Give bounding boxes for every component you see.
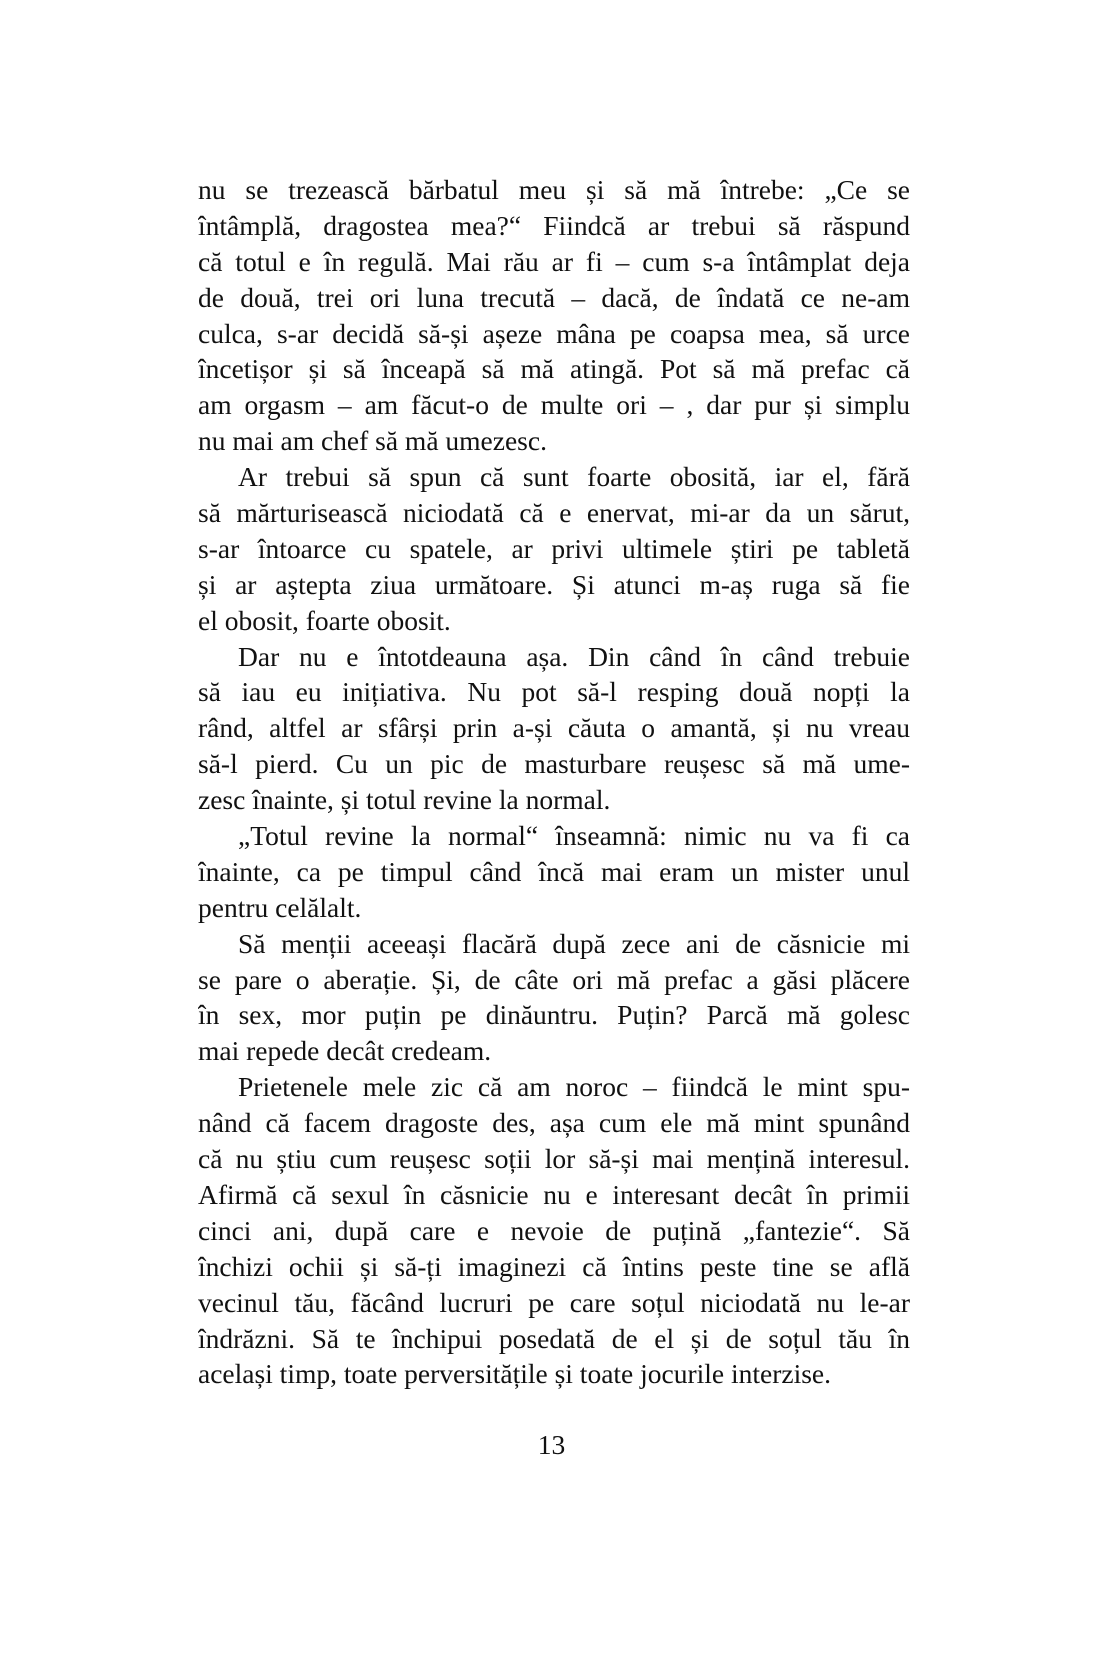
text-line: nând că facem dragoste des, așa cum ele mă mint spunând — [198, 1107, 910, 1139]
text-line: de două, trei ori luna trecută – dacă, de îndată ce ne-am — [198, 281, 910, 313]
text-line: îndrăzni. Să te închipui posedată de el și de soțul tău în — [198, 1322, 910, 1354]
text-line: Prietenele mele zic că am noroc – fiindcă le mint spu- — [238, 1071, 910, 1103]
text-line: nu mai am chef să mă umezesc. — [198, 425, 547, 457]
text-line: Ar trebui să spun că sunt foarte obosită, iar el, fără — [238, 461, 910, 493]
text-line: pentru celălalt. — [198, 891, 362, 923]
text-line: el obosit, foarte obosit. — [198, 604, 451, 636]
paragraph — [198, 926, 910, 1070]
paragraph — [198, 639, 910, 818]
text-line: întâmplă, dragostea mea?“ Fiindcă ar trebui să răspund — [198, 209, 910, 241]
paragraph — [198, 1069, 910, 1392]
text-line: zesc înainte, și totul revine la normal. — [198, 784, 611, 816]
text-line: Afirmă că sexul în căsnicie nu e interesant decât în primii — [198, 1178, 910, 1210]
text-line: în sex, mor puțin pe dinăuntru. Puțin? Parcă mă golesc — [198, 999, 910, 1031]
text-line: că totul e în regulă. Mai rău ar fi – cum s-a întâmplat deja — [198, 245, 910, 277]
text-line: vecinul tău, făcând lucruri pe care soțul niciodată nu le-ar — [198, 1286, 910, 1318]
paragraph — [198, 172, 910, 459]
text-line: același timp, toate perversitățile și toate jocurile interzise. — [198, 1358, 832, 1390]
text-line: închizi ochii și să-ți imaginezi că întins peste tine se află — [198, 1250, 910, 1282]
paragraph — [198, 459, 910, 638]
text-line: Dar nu e întotdeauna așa. Din când în când trebuie — [238, 640, 910, 672]
text-line: cinci ani, după care e nevoie de puțină „fantezie“. Să — [198, 1214, 910, 1246]
text-line: încetișor și să înceapă să mă atingă. Pot să mă prefac că — [198, 353, 910, 385]
text-line: se pare o aberație. Și, de câte ori mă prefac a găsi plăcere — [198, 963, 910, 995]
text-line: și ar aștepta ziua următoare. Și atunci m-aș ruga să fie — [198, 568, 910, 600]
text-line: înainte, ca pe timpul când încă mai eram un mister unul — [198, 855, 910, 887]
page-body-text — [198, 172, 910, 1392]
paragraph — [198, 818, 910, 926]
text-line: s-ar întoarce cu spatele, ar privi ultimele știri pe tabletă — [198, 532, 910, 564]
text-line: am orgasm – am făcut-o de multe ori – , dar pur și simplu — [198, 389, 910, 421]
text-line: să mărturisească niciodată că e enervat, mi-ar da un sărut, — [198, 497, 910, 529]
page-number: 13 — [537, 1429, 566, 1460]
text-line: „Totul revine la normal“ înseamnă: nimic nu va fi ca — [238, 820, 910, 852]
text-line: Să menții aceeași flacără după zece ani de căsnicie mi — [238, 927, 910, 959]
text-line: rând, altfel ar sfârși prin a-și căuta o amantă, și nu vreau — [198, 712, 910, 744]
text-line: culca, s-ar decidă să-și așeze mâna pe coapsa mea, să urce — [198, 317, 910, 349]
text-line: mai repede decât credeam. — [198, 1035, 492, 1067]
text-line: nu se trezească bărbatul meu și să mă întrebe: „Ce se — [198, 174, 910, 205]
text-line: să iau eu inițiativa. Nu pot să-l resping două nopți la — [198, 676, 910, 708]
text-line: că nu știu cum reușesc soții lor să-și mai mențină interesul. — [198, 1143, 910, 1175]
text-line: să-l pierd. Cu un pic de masturbare reușesc să mă ume- — [198, 748, 910, 780]
